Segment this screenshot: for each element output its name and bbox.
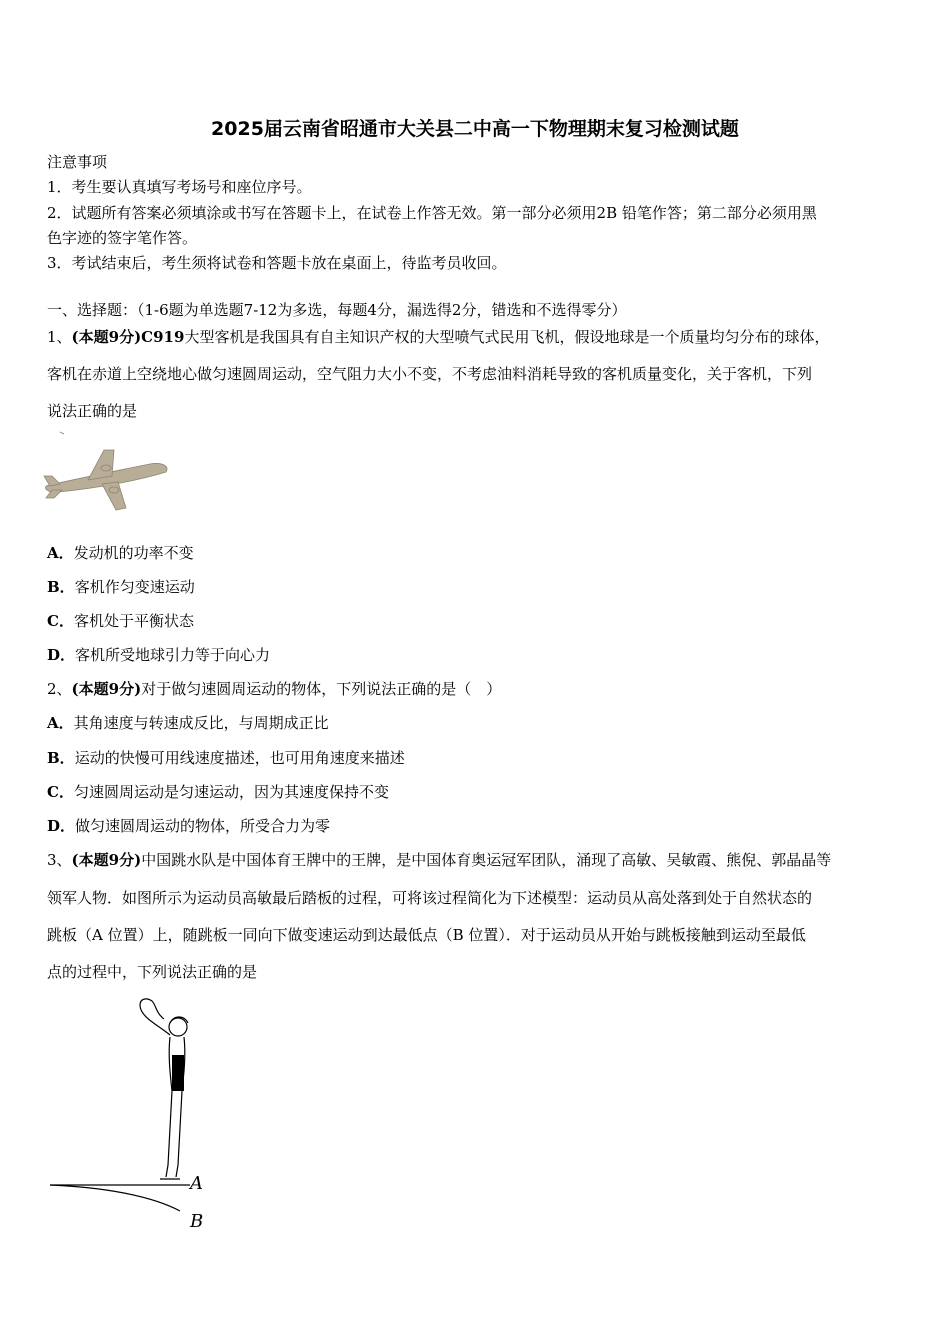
label-b: B	[190, 1211, 204, 1232]
q1-option-c-text: 客机处于平衡状态	[73, 612, 194, 630]
q3-line-2: 领军人物．如图所示为运动员高敏最后踏板的过程，可将该过程简化为下述模型：运动员从高处落到处于自然状态的	[47, 889, 813, 907]
q3-number: 3、	[47, 851, 72, 869]
airplane-figure	[40, 428, 180, 518]
q2-option-d-letter: D．	[47, 817, 76, 835]
q2-number: 2、	[47, 680, 72, 698]
q2-stem-text: 对于做匀速圆周运动的物体，下列说法正确的是（ ）	[141, 680, 502, 698]
q2-option-a	[47, 713, 329, 733]
label-a: A	[190, 1173, 203, 1194]
q3-line-4: 点的过程中，下列说法正确的是	[47, 963, 258, 981]
q1-option-c-letter: C．	[47, 612, 74, 630]
q1-option-a-letter: A．	[47, 544, 74, 562]
q3-tag: (本题9分)	[71, 851, 142, 869]
q1-line-1	[47, 327, 829, 347]
q1-option-d-letter: D．	[47, 646, 76, 664]
q2-option-c-letter: C．	[47, 783, 74, 801]
q1-line-3: 说法正确的是	[47, 402, 138, 420]
q1-option-b-text: 客机作匀变速运动	[74, 578, 195, 596]
page-title: 2025届云南省昭通市大关县二中高一下物理期末复习检测试题	[211, 118, 739, 140]
q3-stem: 中国跳水队是中国体育王牌中的王牌，是中国体育奥运冠军团队，涌现了高敏、吴敏霞、熊倪、郭晶晶等	[141, 851, 832, 869]
q1-option-a	[47, 543, 194, 563]
q2-option-a-letter: A．	[47, 714, 74, 732]
q2-option-d	[47, 816, 330, 836]
q2-stem	[47, 679, 501, 699]
q3-line-1	[47, 850, 831, 870]
q1-tag: (本题9分)C919	[71, 328, 185, 346]
notice-item-2: 2．试题所有答案必须填涂或书写在答题卡上，在试卷上作答无效。第一部分必须用2B 铅笔作答；第二部分必须用黑	[47, 204, 817, 222]
notice-item-3: 3．考试结束后，考生须将试卷和答题卡放在桌面上，待监考员收回。	[47, 254, 507, 272]
q1-line-2: 客机在赤道上空绕地心做匀速圆周运动，空气阻力大小不变，不考虑油料消耗导致的客机质量变化，关于客机，下列	[47, 365, 813, 383]
q2-tag: (本题9分)	[71, 680, 142, 698]
diver-figure	[40, 995, 240, 1240]
q2-option-a-text: 其角速度与转速成反比，与周期成正比	[73, 714, 329, 732]
q1-option-b-letter: B．	[47, 578, 75, 596]
notice-item-1: 1．考生要认真填写考场号和座位序号。	[47, 178, 312, 196]
notice-heading: 注意事项	[47, 153, 108, 171]
q2-option-b	[47, 748, 405, 768]
q1-option-d	[47, 645, 270, 665]
notice-item-2-cont: 色字迹的签字笔作答。	[47, 229, 198, 247]
q1-option-a-text: 发动机的功率不变	[73, 544, 194, 562]
q1-option-b	[47, 577, 195, 597]
q2-option-b-text: 运动的快慢可用线速度描述，也可用角速度来描述	[74, 749, 405, 767]
q1-option-d-text: 客机所受地球引力等于向心力	[75, 646, 271, 664]
q1-option-c	[47, 611, 194, 631]
q2-option-c	[47, 782, 389, 802]
section-heading: 一、选择题：（1-6题为单选题7-12为多选，每题4分，漏选得2分，错选和不选得零分）	[47, 301, 627, 319]
q3-line-3: 跳板（A 位置）上，随跳板一同向下做变速运动到达最低点（B 位置）．对于运动员从开始与跳板接触到运动至最低	[47, 926, 806, 944]
q1-number: 1、	[47, 328, 72, 346]
q2-option-c-text: 匀速圆周运动是匀速运动，因为其速度保持不变	[73, 783, 389, 801]
q2-option-b-letter: B．	[47, 749, 75, 767]
q2-option-d-text: 做匀速圆周运动的物体，所受合力为零	[75, 817, 331, 835]
q1-stem: 大型客机是我国具有自主知识产权的大型喷气式民用飞机，假设地球是一个质量均匀分布的球体，	[184, 328, 830, 346]
